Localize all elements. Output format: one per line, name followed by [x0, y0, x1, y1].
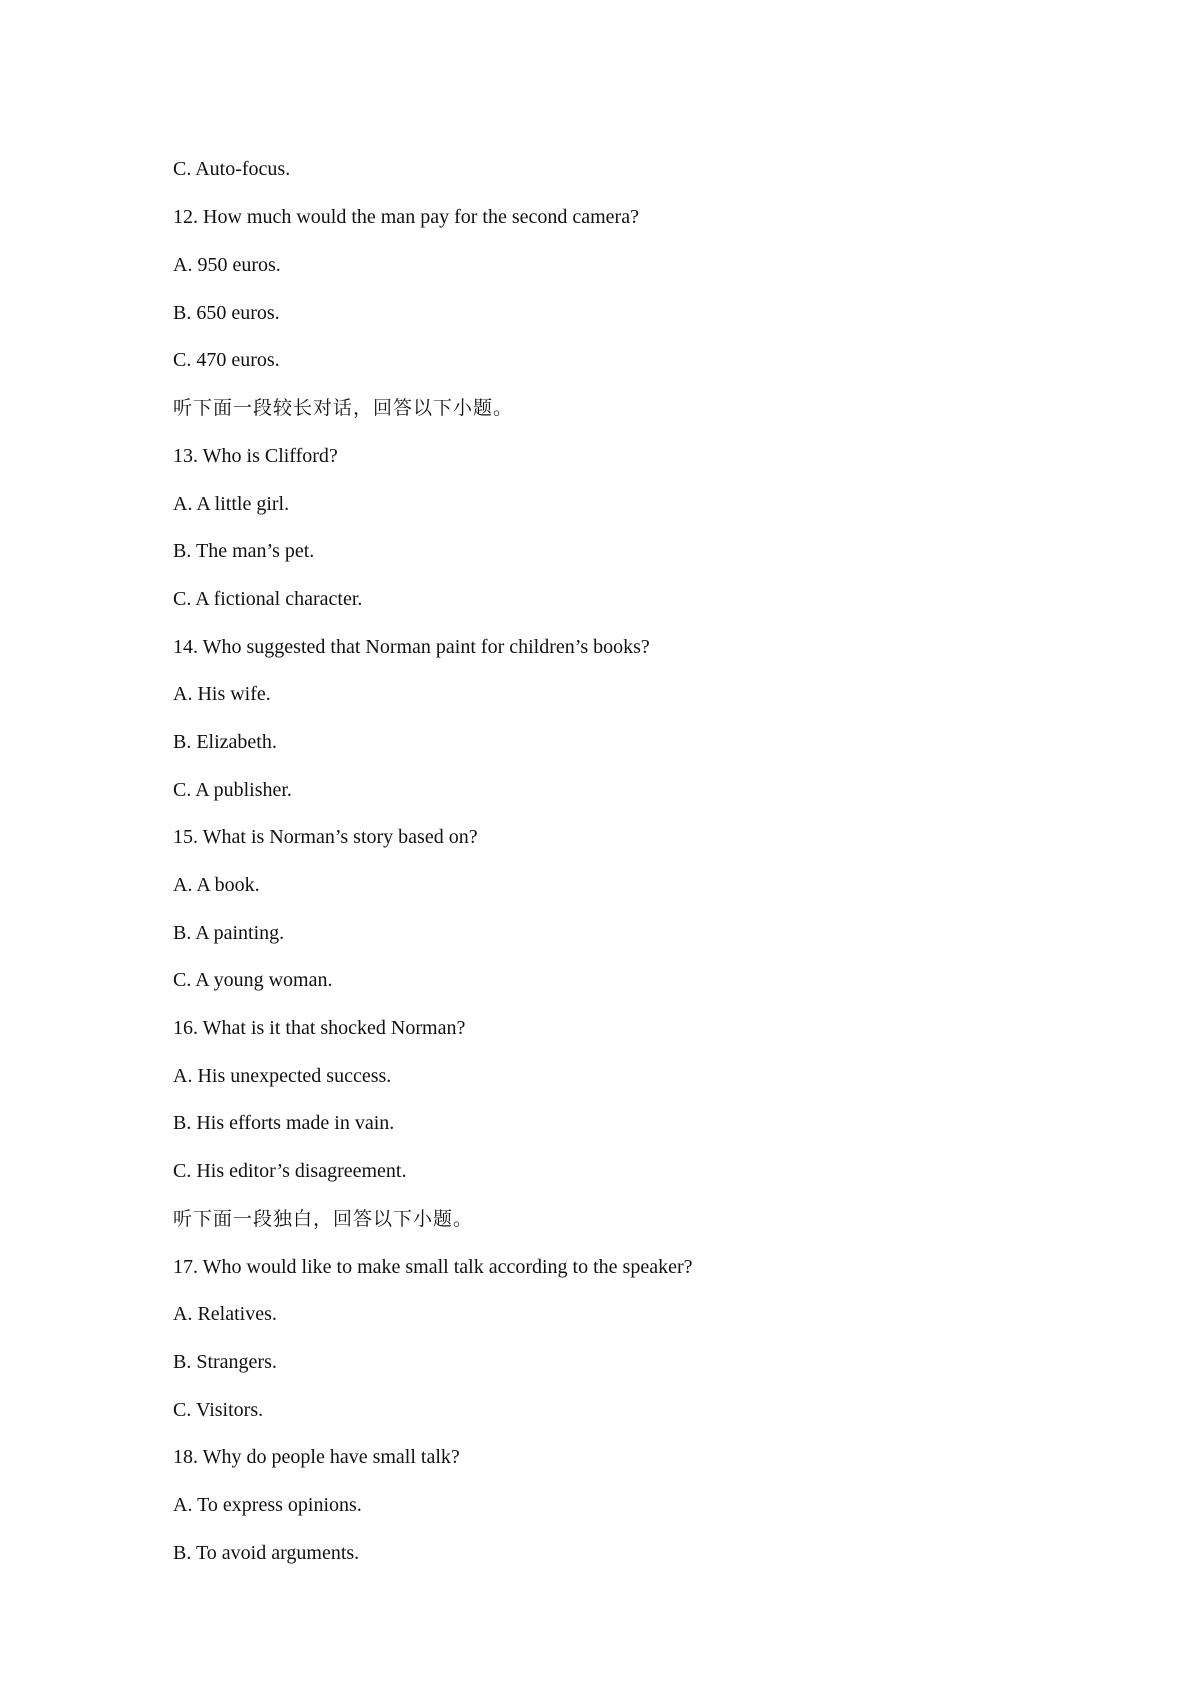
option-18b: B. To avoid arguments. — [173, 1542, 360, 1564]
question-14: 14. Who suggested that Norman paint for children’s books? — [173, 636, 650, 658]
option-17c: C. Visitors. — [173, 1399, 264, 1421]
option-17b: B. Strangers. — [173, 1351, 277, 1373]
section-instruction-dialogue: 听下面一段较长对话，回答以下小题。 — [173, 397, 514, 419]
question-17: 17. Who would like to make small talk according to the speaker? — [173, 1256, 693, 1278]
option-16c: C. His editor’s disagreement. — [173, 1160, 407, 1182]
option-14a: A. His wife. — [173, 683, 271, 705]
option-17a: A. Relatives. — [173, 1303, 277, 1325]
option-12b: B. 650 euros. — [173, 302, 280, 324]
option-12a: A. 950 euros. — [173, 254, 281, 276]
option-16a: A. His unexpected success. — [173, 1065, 392, 1087]
option-12c: C. 470 euros. — [173, 349, 280, 371]
question-16: 16. What is it that shocked Norman? — [173, 1017, 466, 1039]
option-11c: C. Auto-focus. — [173, 158, 291, 180]
question-18: 18. Why do people have small talk? — [173, 1446, 460, 1468]
option-16b: B. His efforts made in vain. — [173, 1112, 395, 1134]
option-15b: B. A painting. — [173, 922, 285, 944]
question-12: 12. How much would the man pay for the second camera? — [173, 206, 639, 228]
section-instruction-monologue: 听下面一段独白，回答以下小题。 — [173, 1208, 474, 1230]
option-18a: A. To express opinions. — [173, 1494, 362, 1516]
option-15a: A. A book. — [173, 874, 260, 896]
option-14b: B. Elizabeth. — [173, 731, 277, 753]
option-14c: C. A publisher. — [173, 779, 292, 801]
question-13: 13. Who is Clifford? — [173, 445, 338, 467]
question-15: 15. What is Norman’s story based on? — [173, 826, 478, 848]
option-13b: B. The man’s pet. — [173, 540, 315, 562]
option-15c: C. A young woman. — [173, 969, 333, 991]
option-13a: A. A little girl. — [173, 493, 290, 515]
option-13c: C. A fictional character. — [173, 588, 363, 610]
